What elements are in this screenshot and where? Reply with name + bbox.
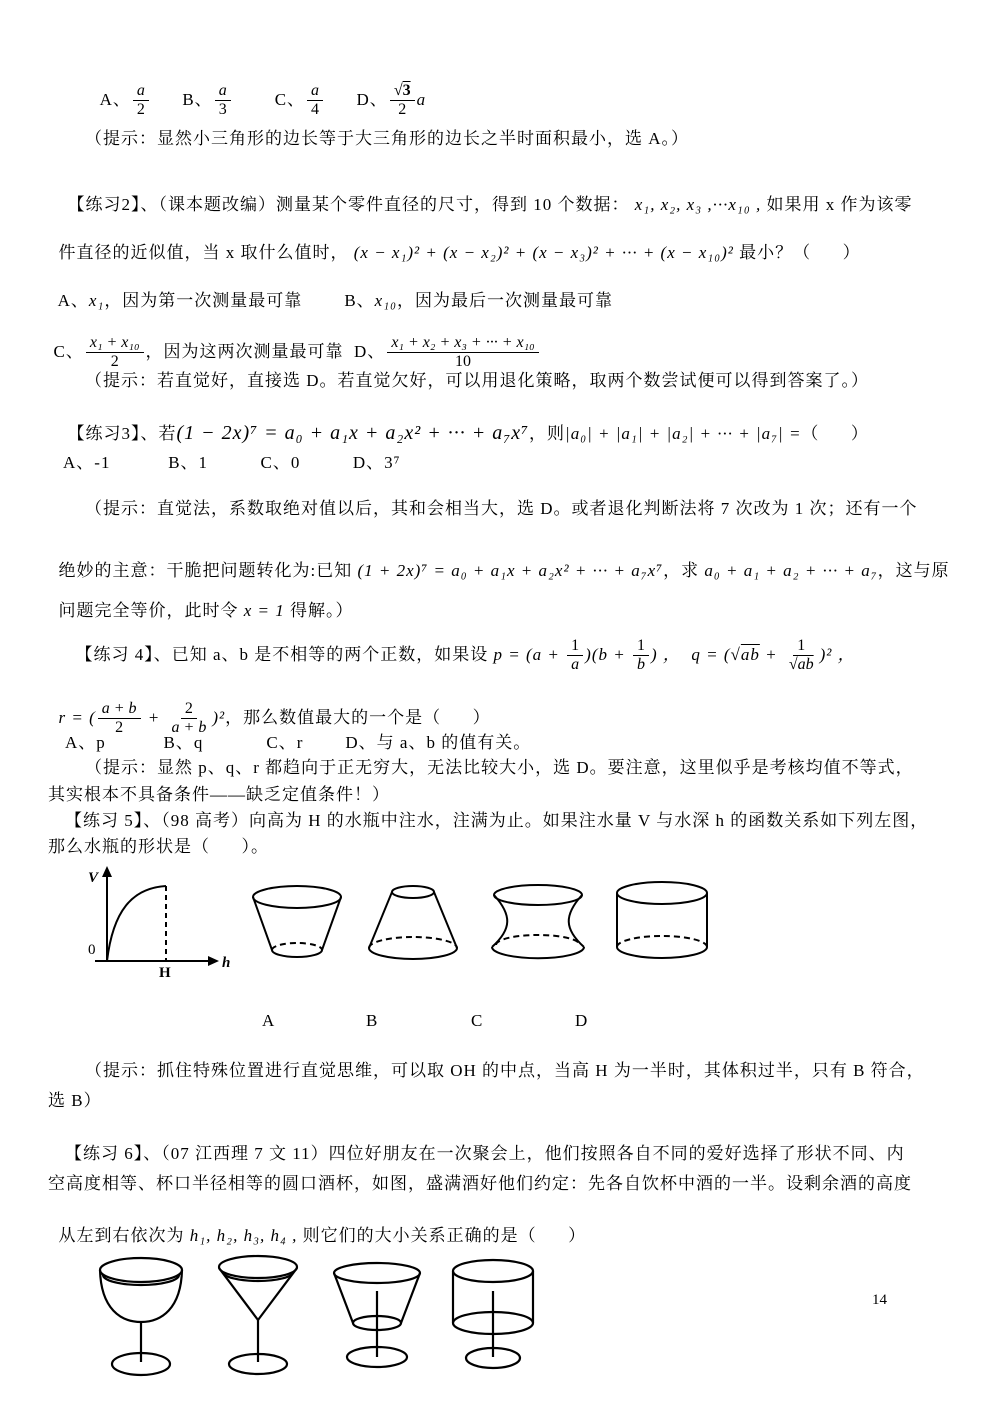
- ex3-absolute-sum-formula: |a₀| + |a₁| + |a₂| + ··· + |a₇| =: [565, 424, 802, 444]
- ex3-hint-text: ，这与原: [877, 561, 950, 581]
- fraction-numerator: 1: [793, 637, 809, 656]
- ex3-stem-text: ，则: [529, 424, 566, 444]
- ex5-stem-line1: 【练习 5】、（98 高考）向高为 H 的水瓶中注水，注满为止。如果注水量 V 与水深 h 的函数关系如下列左图，: [65, 811, 929, 830]
- ex4-stem-line1: [65, 615, 856, 675]
- ex2-stem-text: 件直径的近似值，当 x 取什么值时，: [58, 243, 354, 263]
- fraction-numerator: 1: [567, 637, 583, 656]
- ex2-stem-line2: [48, 220, 861, 264]
- fraction-numerator: x₁ + x₂ + x₃ + ··· + x₁₀: [387, 334, 538, 353]
- glass-2-conical-goblet: [219, 1256, 297, 1374]
- sqrt-radicand: ab: [740, 644, 760, 664]
- fraction-denominator: 4: [311, 101, 320, 119]
- ex2-option-a-text: ，因为第一次测量最可靠: [104, 291, 303, 311]
- ex3-stem-text: （ ）: [801, 424, 869, 444]
- p-formula: ) ，: [650, 644, 692, 664]
- q1-option-a-label: A、: [99, 89, 131, 109]
- sqrt-symbol: √: [730, 644, 741, 664]
- fraction-denominator: 10: [455, 353, 472, 371]
- ex4-options-row: A、p B、q C、r D、与 a、b 的值有关。: [65, 733, 532, 752]
- ex3-stem-text: 【练习3】、若: [67, 424, 177, 444]
- fraction-numerator: x₁ + x₁₀: [86, 334, 144, 353]
- fraction: [387, 334, 538, 372]
- ex2-stem-line1: [57, 172, 912, 216]
- ex3-hint-line1: （提示：直觉法，系数取绝对值以后，其和会相当大，选 D。或者退化判断法将 7 次改为 1 次；还有一个: [85, 499, 918, 518]
- ex2-stem-text: 最小？（ ）: [733, 243, 861, 263]
- r-formula: )²: [212, 707, 226, 727]
- fraction: [215, 82, 231, 120]
- ex6-heights-sequence: h₁, h₂, h₃, h₄ ,: [189, 1226, 298, 1246]
- r-formula: r = (: [58, 707, 96, 727]
- ex3-hint-text: 问题完全等价，此时令: [58, 601, 244, 621]
- p-formula: p = (a +: [493, 644, 566, 664]
- ex2-option-a-value: x₁: [88, 291, 105, 311]
- q1-option-d-label: D、: [325, 89, 388, 109]
- fraction-numerator: a: [215, 82, 231, 101]
- ex2-option-b-label: B、: [302, 291, 375, 311]
- graph-h-axis-label: h: [222, 955, 231, 971]
- vessel-label-c: C: [471, 1011, 483, 1030]
- vessel-D-cylinder: [617, 882, 707, 958]
- ex2-option-a-label: A、: [57, 291, 89, 311]
- q1-hint: （提示：显然小三角形的边长等于大三角形的边长之半时面积最小，选 A。）: [85, 129, 690, 148]
- ex2-stem-text: 【练习2】、（课本题改编）测量某个零件直径的尺寸，得到 10 个数据：: [67, 195, 635, 215]
- ex4-stem-line2: [48, 678, 491, 738]
- fraction-denominator: 2: [110, 353, 119, 371]
- fraction-numerator: [390, 82, 415, 101]
- fraction-denominator: 3: [218, 101, 227, 119]
- r-formula: +: [142, 707, 166, 727]
- ex4-hint-line1: （提示：显然 p、q、r 都趋向于正无穷大，无法比较大小，选 D。要注意，这里似乎是考核均值不等式，: [85, 758, 914, 777]
- ex3-transformed-expansion-formula: (1 + 2x)⁷ = a₀ + a₁x + a₂x² + ··· + a₇x⁷: [357, 561, 664, 581]
- fraction: [633, 637, 649, 675]
- ex4-stem-text: ，那么数值最大的一个是（ ）: [225, 707, 491, 727]
- sqrt-radicand: ab: [797, 656, 814, 674]
- fraction: [567, 637, 583, 675]
- fraction-numerator: a: [133, 82, 149, 101]
- ex2-option-b-text: ，因为最后一次测量最可靠: [397, 291, 614, 311]
- q1-option-b-label: B、: [150, 89, 213, 109]
- q1-option-c-label: C、: [232, 89, 306, 109]
- ex2-option-c-text: ，因为这两次测量最可靠: [145, 341, 344, 361]
- q-formula: )² ，: [819, 644, 856, 664]
- fraction: [785, 637, 818, 675]
- q1-options-row: [90, 60, 426, 120]
- vessel-label-a: A: [262, 1011, 275, 1030]
- fraction-denominator: 2: [136, 101, 145, 119]
- fraction: [86, 334, 144, 372]
- glass-4-cylindrical-goblet: [453, 1260, 533, 1368]
- vessel-label-d: D: [575, 1011, 588, 1030]
- glass-3-inverted-frustum-goblet: [334, 1263, 420, 1367]
- ex2-options-cd: [43, 312, 541, 372]
- fraction-denominator: a + b: [171, 719, 207, 737]
- wine-glasses-figure: [90, 1245, 560, 1395]
- ex2-option-d-label: D、: [343, 341, 386, 361]
- fraction-denominator: b: [636, 656, 645, 674]
- fraction-denominator: 2: [398, 101, 407, 119]
- q-formula: +: [759, 644, 783, 664]
- q-formula: q = (: [691, 644, 731, 664]
- vessel-C-hyperboloid: [492, 885, 584, 958]
- vessel-options-figure: [240, 875, 730, 970]
- page-number: 14: [872, 1292, 887, 1308]
- glass-1-hemispherical-goblet: [100, 1258, 182, 1375]
- graph-origin-label: 0: [88, 942, 96, 958]
- q1-option-d-variable: a: [416, 89, 427, 109]
- ex6-stem-text: 从左到右依次为: [58, 1226, 190, 1246]
- fraction-denominator: a: [571, 656, 580, 674]
- ex2-hint: （提示：若直觉好，直接选 D。若直觉欠好，可以用退化策略，取两个数尝试便可以得到答案了。）: [85, 371, 870, 390]
- vessel-label-b: B: [366, 1011, 378, 1030]
- ex2-data-sequence: x₁, x₂, x₃ ,···x₁₀ ,: [634, 195, 762, 215]
- ex2-sum-of-squares-formula: (x − x₁)² + (x − x₂)² + (x − x₃)² + ··· + (x − x₁₀)²: [353, 243, 734, 263]
- ex5-stem-line2: 那么水瓶的形状是（ ）。: [48, 837, 269, 856]
- fraction-denominator: [785, 656, 818, 674]
- vessel-B-frustum: [369, 886, 457, 959]
- ex2-stem-text: 如果用 x 作为该零: [761, 195, 913, 215]
- ex4-stem-text: 【练习 4】、已知 a、b 是不相等的两个正数，如果设: [75, 644, 494, 664]
- graph-H-mark-label: H: [159, 965, 171, 981]
- ex3-options-row: A、-1 B、1 C、0 D、3⁷: [63, 453, 401, 472]
- ex3-stem: [57, 398, 869, 446]
- sqrt-symbol: √: [788, 656, 798, 674]
- ex6-stem-line1: 【练习 6】、（07 江西理 7 文 11）四位好朋友在一次聚会上，他们按照各自不同的爱好选择了形状不同、内: [65, 1144, 905, 1163]
- fraction-numerator: a: [307, 82, 323, 101]
- ex3-coefficient-sum-formula: a₀ + a₁ + a₂ + ··· + a₇: [704, 561, 878, 581]
- fraction-numerator: 2: [181, 700, 197, 719]
- ex2-option-b-value: x₁₀: [374, 291, 398, 311]
- ex6-stem-line2: 空高度相等、杯口半径相等的圆口酒杯，如图，盛满酒好他们约定：先各自饮杯中酒的一半。设剩余酒的高度: [48, 1174, 912, 1193]
- ex6-stem-line3: [48, 1203, 586, 1247]
- graph-v-axis-label: V: [88, 870, 99, 886]
- ex5-hint-line2: 选 B）: [48, 1091, 102, 1110]
- graph-y-arrowhead: [102, 866, 112, 877]
- sqrt-symbol: √: [393, 82, 403, 100]
- graph-x-arrowhead: [208, 956, 219, 966]
- fraction: [390, 82, 415, 120]
- fraction: [307, 82, 323, 120]
- graph-curve: [107, 886, 166, 961]
- ex5-hint-line1: （提示：抓住特殊位置进行直觉思维，可以取 OH 的中点，当高 H 为一半时，其体积过半，只有 B 符合，: [85, 1061, 925, 1080]
- ex3-hint-line2: [48, 538, 950, 582]
- fraction: [133, 82, 149, 120]
- ex3-substitution-value: x = 1: [243, 601, 285, 621]
- ex2-option-c-label: C、: [53, 341, 84, 361]
- fraction-numerator: 1: [633, 637, 649, 656]
- ex3-binomial-expansion-formula: (1 − 2x)⁷ = a₀ + a₁x + a₂x² + ··· + a₇x⁷: [176, 422, 530, 445]
- fraction-denominator: 2: [115, 719, 124, 737]
- ex6-stem-text: 则它们的大小关系正确的是（ ）: [297, 1226, 587, 1246]
- ex3-hint-text: 绝妙的主意：干脆把问题转化为:已知: [58, 561, 358, 581]
- p-formula: )(b +: [585, 644, 631, 664]
- ex2-options-ab: [48, 268, 613, 312]
- ex3-hint-text: ，求: [663, 561, 705, 581]
- vessel-A-inverted-frustum: [253, 886, 341, 957]
- ex4-hint-line2: 其实根本不具备条件——缺乏定值条件！）: [48, 785, 390, 804]
- volume-height-graph-figure: [80, 866, 240, 984]
- sqrt-term: [731, 645, 760, 664]
- sqrt-radicand: 3: [402, 82, 411, 100]
- ex3-hint-text: 得解。）: [284, 601, 354, 621]
- fraction-numerator: a + b: [98, 700, 141, 719]
